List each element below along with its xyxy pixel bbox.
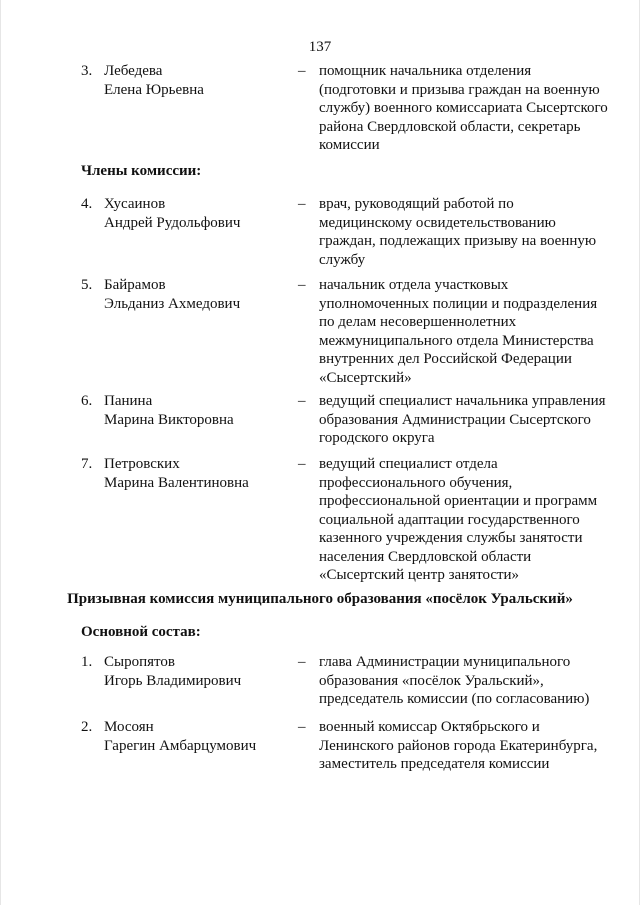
description-line: по делам несовершеннолетних	[319, 314, 517, 330]
position-description	[319, 392, 614, 448]
position-description	[319, 62, 614, 155]
given-names: Гарегин Амбарцумович	[104, 737, 257, 754]
position-description	[319, 276, 614, 387]
description-line: (подготовки и призыва граждан на военную	[319, 81, 600, 98]
main-composition-heading: Основной состав:	[81, 624, 201, 640]
given-names: Марина Викторовна	[104, 411, 234, 428]
description-line: ведущий специалист отдела	[319, 456, 498, 472]
position-description	[319, 455, 614, 585]
person-name	[104, 392, 284, 429]
item-number: 1.	[81, 654, 93, 670]
description-line: района Свердловской области, секретарь	[319, 118, 581, 135]
description-line: граждан, подлежащих призыву на военную	[319, 233, 597, 249]
surname: Лебедева	[104, 63, 163, 79]
description-line: внутренних дел Российской Федерации	[319, 351, 572, 367]
description-line: ведущий специалист начальника управления	[319, 393, 606, 409]
given-names: Эльданиз Ахмедович	[104, 295, 241, 312]
description-line: начальник отдела участковых	[319, 277, 509, 293]
item-number: 7.	[81, 456, 93, 472]
description-line: Ленинского районов города Екатеринбурга,	[319, 737, 598, 754]
description-line: социальной адаптации государственного	[319, 511, 580, 528]
position-description	[319, 718, 614, 774]
position-description	[319, 653, 614, 709]
dash-separator: –	[298, 719, 306, 735]
surname: Сыропятов	[104, 654, 175, 670]
item-number: 6.	[81, 393, 93, 409]
dash-separator: –	[298, 393, 306, 409]
description-line: казенного учреждения службы занятости	[319, 530, 583, 546]
given-names: Андрей Рудольфович	[104, 214, 241, 231]
surname: Байрамов	[104, 277, 166, 293]
description-line: образования «посёлок Уральский»,	[319, 672, 544, 689]
description-line: профессиональной ориентации и программ	[319, 493, 598, 509]
page-number: 137	[308, 39, 332, 55]
given-names: Игорь Владимирович	[104, 672, 242, 689]
description-line: службу	[319, 251, 366, 268]
dash-separator: –	[298, 196, 306, 212]
item-number: 5.	[81, 277, 93, 293]
dash-separator: –	[298, 654, 306, 670]
person-name	[104, 195, 284, 232]
surname: Хусаинов	[104, 196, 166, 212]
commission-heading: Призывная комиссия муниципального образования «посёлок Уральский»	[67, 591, 573, 607]
dash-separator: –	[298, 277, 306, 293]
description-line: «Сысертский»	[319, 369, 412, 386]
description-line: населения Свердловской области	[319, 548, 532, 565]
description-line: профессионального обучения,	[319, 474, 513, 491]
description-line: межмуниципального отдела Министерства	[319, 332, 594, 349]
person-name	[104, 455, 284, 492]
given-names: Марина Валентиновна	[104, 474, 249, 491]
description-line: «Сысертский центр занятости»	[319, 567, 520, 583]
given-names: Елена Юрьевна	[104, 81, 204, 98]
item-number: 3.	[81, 63, 93, 79]
dash-separator: –	[298, 456, 306, 472]
person-name	[104, 653, 284, 690]
description-line: службу) военного комиссариата Сысертского	[319, 100, 608, 116]
person-name	[104, 276, 284, 313]
surname: Мосоян	[104, 719, 154, 735]
person-name	[104, 718, 284, 755]
members-heading: Члены комиссии:	[81, 163, 202, 179]
description-line: глава Администрации муниципального	[319, 654, 571, 670]
description-line: врач, руководящий работой по	[319, 196, 514, 212]
position-description	[319, 195, 614, 269]
description-line: городского округа	[319, 430, 435, 446]
description-line: медицинскому освидетельствованию	[319, 214, 556, 231]
description-line: образования Администрации Сысертского	[319, 411, 591, 428]
surname: Панина	[104, 393, 153, 409]
description-line: заместитель председателя комиссии	[319, 756, 550, 772]
item-number: 4.	[81, 196, 93, 212]
description-line: уполномоченных полиции и подразделения	[319, 295, 598, 312]
description-line: военный комиссар Октябрьского и	[319, 719, 540, 735]
description-line: председатель комиссии (по согласованию)	[319, 691, 590, 707]
surname: Петровских	[104, 456, 180, 472]
description-line: помощник начальника отделения	[319, 63, 532, 79]
dash-separator: –	[298, 63, 306, 79]
description-line: комиссии	[319, 137, 380, 153]
person-name	[104, 62, 284, 99]
item-number: 2.	[81, 719, 93, 735]
